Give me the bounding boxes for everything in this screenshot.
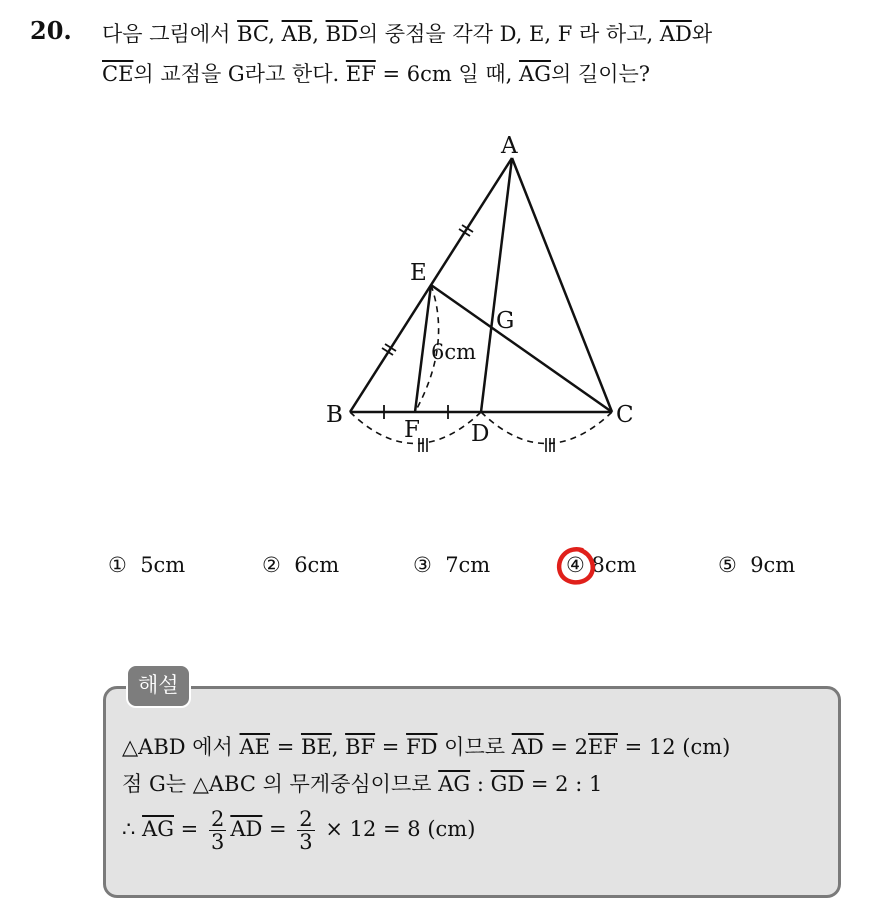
solution-line-2-segment-1: $\overline{AG}$ — [438, 772, 471, 796]
question-line-1-segment-8: 와 — [691, 22, 713, 46]
solution-line-2-segment-0: 점 G는 △ABC 의 무게중심이므로 — [122, 772, 439, 796]
question-number: 20. — [30, 16, 72, 45]
question-line-1 — [102, 18, 712, 48]
choice-2[interactable] — [262, 553, 339, 577]
fraction-2-denominator: 3 — [299, 830, 313, 854]
choice-1-text: 5cm — [140, 553, 186, 577]
choice-4-number: ④ — [566, 553, 585, 577]
label-f: F — [404, 417, 420, 443]
segment-ad — [481, 158, 515, 412]
question-line-2-segment-3: = 6cm 일 때, — [375, 62, 520, 86]
question-line-1-segment-2: , — [268, 22, 282, 46]
equals-1: = — [174, 817, 205, 841]
triangle-edges — [350, 158, 612, 412]
answer-circle-mark — [552, 542, 600, 590]
solution-line-1-segment-6: = — [375, 735, 407, 759]
question-line-1-segment-3: $\overline{AB}$ — [281, 22, 313, 46]
question-line-1-segment-6: 의 중점을 각각 D, E, F 라 하고, — [357, 22, 660, 46]
therefore-symbol: ∴ — [122, 817, 143, 841]
solution-line-2-segment-4: = 2 : 1 — [524, 772, 603, 796]
seg-ag: $\overline{AG}$ — [142, 817, 174, 841]
fraction-1-numerator: 2 — [210, 807, 225, 831]
solution-line-2-segment-2: : — [470, 772, 491, 796]
solution-tag: 해설 — [126, 664, 191, 708]
question-line-1-segment-7: $\overline{AD}$ — [659, 22, 692, 46]
solution-line-3 — [122, 808, 475, 853]
question-line-2-segment-1: 의 교점을 G라고 한다. — [133, 62, 346, 86]
question-line-2-segment-5: 의 길이는? — [550, 62, 651, 86]
question-line-1-segment-5: $\overline{BD}$ — [325, 22, 358, 46]
label-c: C — [616, 402, 634, 428]
solution-line-1-segment-7: $\overline{FD}$ — [406, 735, 438, 759]
solution-line-1-segment-4: , — [331, 735, 346, 759]
question-line-2-segment-2: $\overline{EF}$ — [345, 62, 376, 86]
question-line-1-segment-1: $\overline{BC}$ — [237, 22, 269, 46]
label-ef-length: 6cm — [431, 340, 477, 364]
fraction-2-numerator: 2 — [299, 807, 313, 831]
solution-line-1-segment-2: = — [270, 735, 301, 759]
question-line-2-segment-0: $\overline{CE}$ — [102, 62, 134, 86]
choice-5[interactable] — [718, 553, 795, 577]
choice-2-text: 6cm — [294, 553, 340, 577]
choice-4-text: 8cm — [591, 553, 637, 577]
point-labels — [326, 133, 634, 447]
solution-line-1-segment-1: $\overline{AE}$ — [239, 735, 271, 759]
question-line-1-segment-0: 다음 그림에서 — [102, 22, 238, 46]
solution-line-1-segment-12: = 12 (cm) — [617, 735, 731, 759]
choice-3-number: ③ — [413, 553, 432, 577]
choice-1[interactable] — [108, 553, 185, 577]
triangle-figure — [300, 120, 660, 480]
label-e: E — [410, 260, 427, 286]
edge-ac — [512, 158, 612, 412]
solution-line-1 — [122, 731, 730, 761]
choice-3-text: 7cm — [445, 553, 491, 577]
seg-ad: $\overline{AD}$ — [230, 817, 263, 841]
fraction-1-denominator: 3 — [210, 830, 225, 854]
choice-5-number: ⑤ — [718, 553, 737, 577]
fraction-1 — [209, 808, 226, 853]
solution-line-1-segment-11: $\overline{EF}$ — [588, 735, 618, 759]
solution-line-1-segment-5: $\overline{BF}$ — [345, 735, 376, 759]
choice-2-number: ② — [262, 553, 281, 577]
solution-line-1-segment-3: $\overline{BE}$ — [300, 735, 332, 759]
choice-3[interactable] — [413, 553, 490, 577]
question-line-2-segment-4: $\overline{AG}$ — [519, 62, 551, 86]
choice-5-text: 9cm — [750, 553, 796, 577]
fraction-2 — [297, 808, 314, 853]
label-a: A — [501, 133, 518, 159]
label-b: B — [326, 402, 343, 428]
solution-line-1-segment-9: $\overline{AD}$ — [511, 735, 544, 759]
equals-2: = — [262, 817, 294, 841]
label-d: D — [471, 421, 490, 447]
choice-1-number: ① — [108, 553, 127, 577]
question-line-2 — [102, 58, 650, 88]
solution-line-1-segment-0: △ABD 에서 — [122, 735, 240, 759]
solution-line-2 — [122, 768, 602, 798]
solution-line-2-segment-3: $\overline{GD}$ — [490, 772, 525, 796]
question-line-1-segment-4: , — [312, 22, 326, 46]
result-text: × 12 = 8 (cm) — [318, 817, 476, 841]
label-g: G — [496, 308, 515, 334]
solution-line-1-segment-10: = 2 — [543, 735, 589, 759]
solution-line-1-segment-8: 이므로 — [437, 735, 512, 759]
